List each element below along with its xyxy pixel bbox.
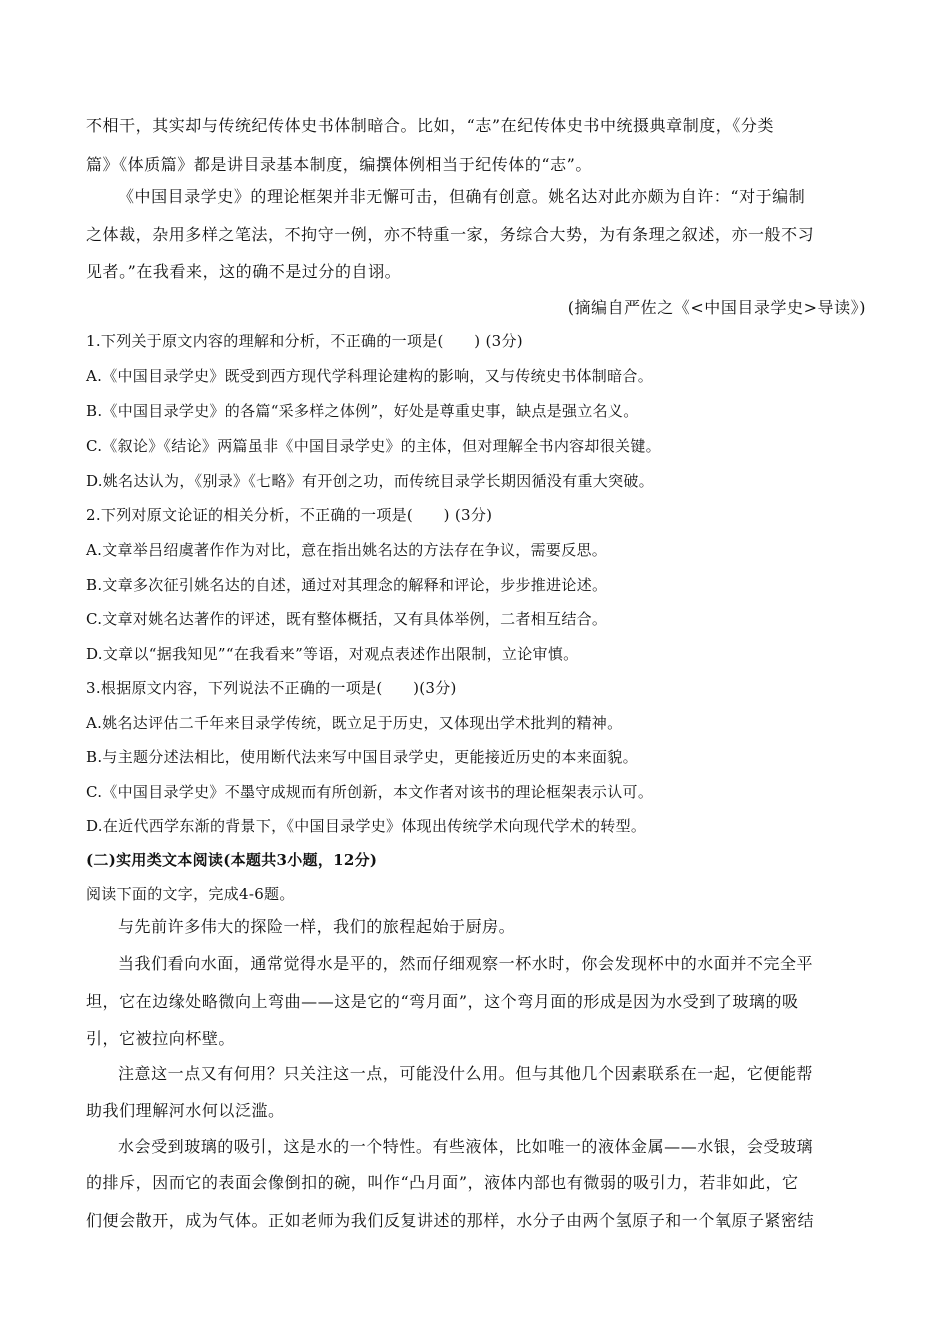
question-option: C.《中国目录学史》不墨守成规而有所创新，本文作者对该书的理论框架表示认可。 [86, 783, 654, 801]
section-heading: (二)实用类文本阅读(本题共3小题，12分) [86, 851, 378, 869]
question-option: D.文章以“据我知见”“在我看来”等语，对观点表述作出限制，立论审慎。 [86, 645, 579, 663]
question-option: C.文章对姚名达著作的评述，既有整体概括，又有具体举例，二者相互结合。 [86, 610, 608, 628]
question-option: C.《叙论》《结论》两篇虽非《中国目录学史》的主体，但对理解全书内容却很关键。 [86, 437, 661, 455]
question-option: A.姚名达评估二千年来目录学传统，既立足于历史，又体现出学术批判的精神。 [86, 714, 623, 732]
passage-line: 引，它被拉向杯壁。 [86, 1029, 235, 1048]
passage-line: 注意这一点又有何用？只关注这一点，可能没什么用。但与其他几个因素联系在一起，它便能帮 [118, 1064, 814, 1083]
passage-line: 们便会散开，成为气体。正如老师为我们反复讲述的那样，水分子由两个氢原子和一个氧原子紧密结 [86, 1211, 815, 1230]
passage-line: 不相干，其实却与传统纪传体史书体制暗合。比如，“志”在纪传体史书中统摄典章制度，《分类 [86, 116, 775, 135]
question-option: D.姚名达认为，《别录》《七略》有开创之功，而传统目录学长期因循没有重大突破。 [86, 472, 654, 490]
question-option: B.《中国目录学史》的各篇“采多样之体例”，好处是尊重史事，缺点是强立名义。 [86, 402, 639, 420]
question-option: D.在近代西学东渐的背景下，《中国目录学史》体现出传统学术向现代学术的转型。 [86, 817, 647, 835]
passage-source: (摘编自严佐之《<中国目录学史>导读》) [567, 298, 866, 317]
passage-line: 助我们理解河水何以泛滥。 [86, 1101, 285, 1120]
question-stem: 2.下列对原文论证的相关分析，不正确的一项是( ) (3分) [86, 506, 493, 524]
question-stem: 1.下列关于原文内容的理解和分析，不正确的一项是( ) (3分) [86, 332, 523, 350]
section-instruction: 阅读下面的文字，完成4-6题。 [86, 885, 295, 903]
passage-line: 《中国目录学史》的理论框架并非无懈可击，但确有创意。姚名达对此亦颇为自许：“对于编制 [118, 187, 806, 206]
question-stem: 3.根据原文内容，下列说法不正确的一项是( )(3分) [86, 679, 457, 697]
passage-line: 之体裁，杂用多样之笔法，不拘守一例，亦不特重一家，务综合大势，为有条理之叙述，亦一般不习 [86, 225, 815, 244]
passage-line: 篇》《体质篇》都是讲目录基本制度，编撰体例相当于纪传体的“志”。 [86, 155, 592, 174]
passage-line: 坦，它在边缘处略微向上弯曲——这是它的“弯月面”，这个弯月面的形成是因为水受到了玻璃的吸 [86, 992, 799, 1011]
passage-line: 见者。”在我看来，这的确不是过分的自诩。 [86, 262, 402, 281]
question-option: A.《中国目录学史》既受到西方现代学科理论建构的影响，又与传统史书体制暗合。 [86, 367, 654, 385]
question-option: B.文章多次征引姚名达的自述，通过对其理念的解释和评论，步步推进论述。 [86, 576, 608, 594]
passage-line: 当我们看向水面，通常觉得水是平的，然而仔细观察一杯水时，你会发现杯中的水面并不完全平 [118, 954, 814, 973]
passage-line: 与先前许多伟大的探险一样，我们的旅程起始于厨房。 [118, 917, 516, 936]
passage-line: 水会受到玻璃的吸引，这是水的一个特性。有些液体，比如唯一的液体金属——水银，会受玻璃 [118, 1137, 814, 1156]
passage-line: 的排斥，因而它的表面会像倒扣的碗，叫作“凸月面”，液体内部也有微弱的吸引力，若非如此，它 [86, 1173, 799, 1192]
question-option: B.与主题分述法相比，使用断代法来写中国目录学史，更能接近历史的本来面貌。 [86, 748, 638, 766]
question-option: A.文章举吕绍虞著作作为对比，意在指出姚名达的方法存在争议，需要反思。 [86, 541, 608, 559]
